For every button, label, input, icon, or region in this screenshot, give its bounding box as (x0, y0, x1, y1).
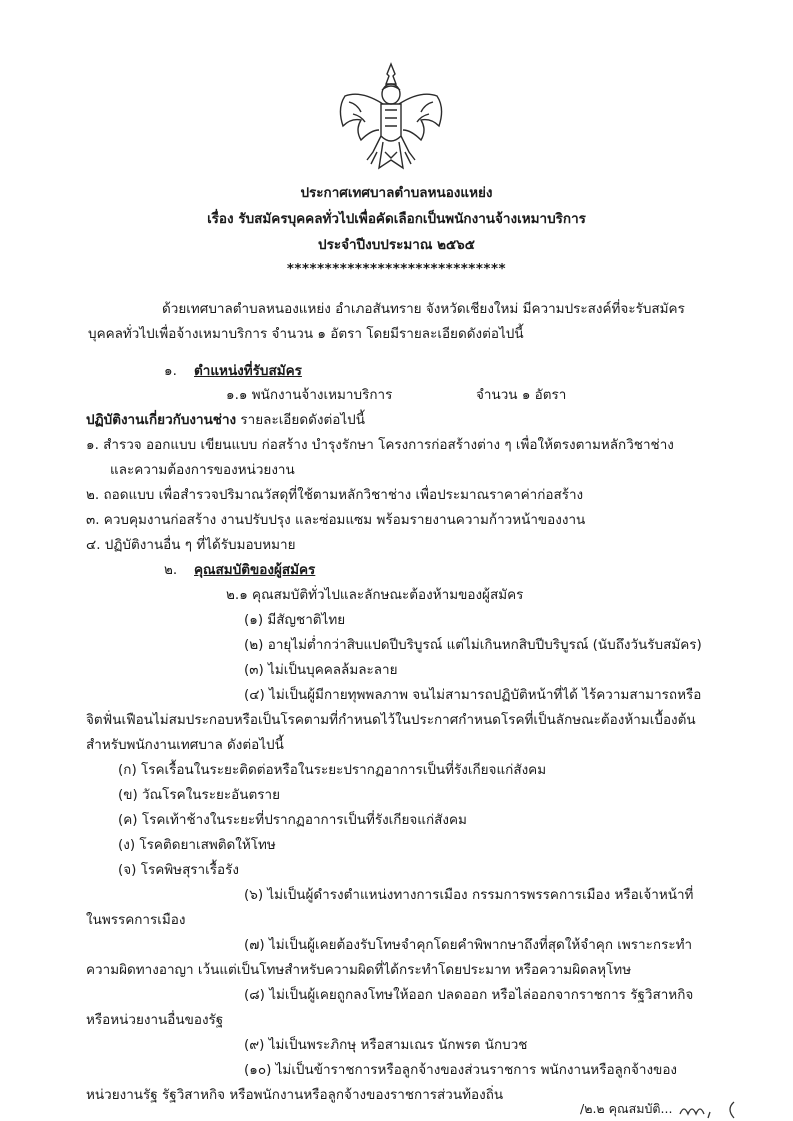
qualification-item: ในพรรคการเมือง (86, 912, 186, 928)
disease-item: (ค) โรคเท้าช้างในระยะที่ปรากฏอาการเป็นที่รังเกียจแก่สังคม (118, 812, 467, 828)
qualification-item: จิตฟั่นเฟือนไม่สมประกอบหรือเป็นโรคตามที่กำหนดไว้ในประกาศกำหนดโรคที่เป็นลักษณะต้องห้ามเบื้องต้น (86, 712, 696, 728)
duty-item: ๒. ถอดแบบ เพื่อสำรวจปริมาณวัสดุที่ใช้ตามหลักวิชาช่าง เพื่อประมาณราคาค่าก่อสร้าง (86, 487, 584, 503)
qualification-item: (๓) ไม่เป็นบุคคลล้มละลาย (244, 662, 398, 678)
duties-heading: ปฏิบัติงานเกี่ยวกับงานช่าง (86, 412, 237, 428)
disease-item: (ก) โรคเรื้อนในระยะติดต่อหรือในระยะปรากฏอาการเป็นที่รังเกียจแก่สังคม (118, 762, 547, 778)
document-title: ประกาศเทศบาลตำบลหนองแหย่ง (300, 185, 493, 201)
intro-paragraph-line: บุคคลทั่วไปเพื่อจ้างเหมาบริการ จำนวน ๑ อัตรา โดยมีรายละเอียดดังต่อไปนี้ (88, 326, 524, 342)
duty-item: ๔. ปฏิบัติงานอื่น ๆ ที่ได้รับมอบหมาย (86, 537, 296, 553)
qualification-item: (๙) ไม่เป็นพระภิกษุ หรือสามเณร นักพรต นักบวช (244, 1037, 528, 1053)
section-2-subheading: ๒.๑ คุณสมบัติทั่วไปและลักษณะต้องห้ามของผู้สมัคร (226, 587, 524, 603)
duty-item: และความต้องการของหน่วยงาน (110, 462, 295, 478)
duties-heading-tail: รายละเอียดดังต่อไปนี้ (236, 412, 365, 428)
qualification-item: (๔) ไม่เป็นผู้มีกายทุพพลภาพ จนไม่สามารถปฏิบัติหน้าที่ได้ ไร้ความสามารถหรือ (244, 687, 702, 703)
continuation-note: /๒.๒ คุณสมบัติ... (580, 1101, 673, 1116)
qualification-item: (๑) มีสัญชาติไทย (244, 612, 346, 628)
intro-paragraph-line: ด้วยเทศบาลตำบลหนองแหย่ง อำเภอสันทราย จังหวัดเชียงใหม่ มีความประสงค์ที่จะรับสมัคร (162, 301, 685, 317)
disease-item: (ง) โรคติดยาเสพติดให้โทษ (118, 837, 276, 853)
divider-stars: ***************************** (286, 261, 507, 277)
position-count: จำนวน ๑ อัตรา (476, 387, 567, 403)
section-2-number: ๒. (164, 562, 178, 578)
qualification-item: (๑๐) ไม่เป็นข้าราชการหรือลูกจ้างของส่วนราชการ พนักงานหรือลูกจ้างของ (244, 1062, 678, 1078)
section-1-number: ๑. (164, 363, 177, 379)
duty-item: ๓. ควบคุมงานก่อสร้าง งานปรับปรุง และซ่อมแซม พร้อมรายงานความก้าวหน้าของงาน (86, 512, 586, 528)
disease-item: (จ) โรคพิษสุราเรื้อรัง (118, 862, 239, 878)
qualification-item: (๒) อายุไม่ต่ำกว่าสิบแปดปีบริบูรณ์ แต่ไม่เกินหกสิบปีบริบูรณ์ (นับถึงวันรับสมัคร) (244, 637, 702, 653)
position-name: ๑.๑ พนักงานจ้างเหมาบริการ (226, 387, 393, 403)
qualification-item: (๘) ไม่เป็นผู้เคยถูกลงโทษให้ออก ปลดออก หรือไล่ออกจากราชการ รัฐวิสาหกิจ (244, 987, 694, 1003)
duty-item: ๑. สำรวจ ออกแบบ เขียนแบบ ก่อสร้าง บำรุงรักษา โครงการก่อสร้างต่าง ๆ เพื่อให้ตรงตามหลักวิชาช่าง (86, 437, 674, 453)
qualification-item: หน่วยงานรัฐ รัฐวิสาหกิจ หรือพนักงานหรือลูกจ้างของราชการส่วนท้องถิ่น (86, 1087, 504, 1103)
qualification-item: หรือหน่วยงานอื่นของรัฐ (86, 1012, 224, 1028)
qualification-item: (๗) ไม่เป็นผู้เคยต้องรับโทษจำคุกโดยคำพิพากษาถึงที่สุดให้จำคุก เพราะกระทำ (244, 937, 693, 953)
qualification-item: (๖) ไม่เป็นผู้ดำรงตำแหน่งทางการเมือง กรรมการพรรคการเมือง หรือเจ้าหน้าที่ (244, 887, 694, 903)
fiscal-year: ประจำปีงบประมาณ ๒๕๖๕ (318, 237, 475, 253)
qualification-item: สำหรับพนักงานเทศบาล ดังต่อไปนี้ (86, 737, 284, 753)
section-1-heading: ตำแหน่งที่รับสมัคร (194, 363, 302, 379)
disease-item: (ข) วัณโรคในระยะอันตราย (118, 787, 281, 803)
signature-icon (676, 1098, 756, 1120)
duties-heading-line (86, 411, 365, 429)
qualification-item: ความผิดทางอาญา เว้นแต่เป็นโทษสำหรับความผิดที่ได้กระทำโดยประมาท หรือความผิดลหุโทษ (86, 962, 632, 978)
section-2-heading: คุณสมบัติของผู้สมัคร (194, 562, 316, 578)
document-subject: เรื่อง รับสมัครบุคคลทั่วไปเพื่อคัดเลือกเป็นพนักงานจ้างเหมาบริการ (207, 211, 586, 227)
garuda-emblem-icon (331, 60, 451, 172)
